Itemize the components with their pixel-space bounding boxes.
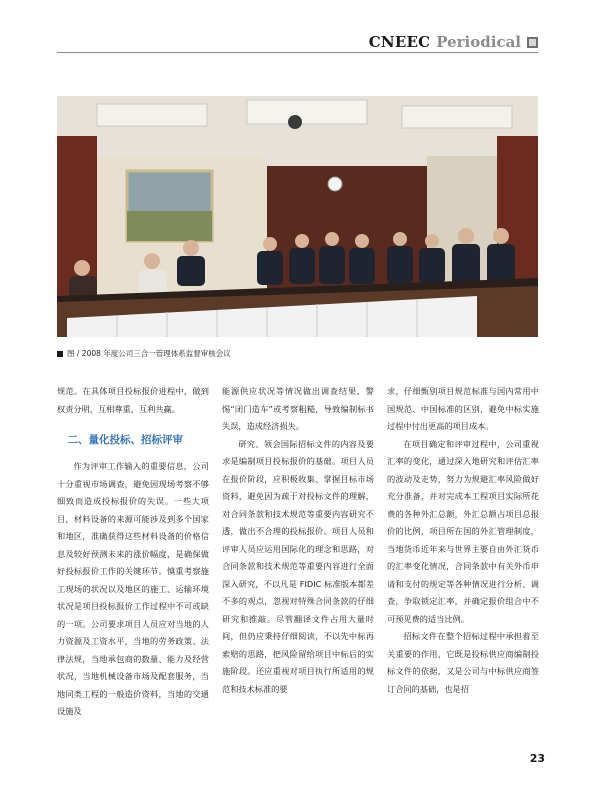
caption-square-icon [57,351,63,357]
text-column-3 [387,383,539,698]
text-column-2 [222,383,374,698]
paragraph: 能源供应状况等情况做出调查结果，警惕“闭门造车”或考察粗糙，导致编制标书失误，造成经济损失。 [222,386,374,431]
photo-caption [57,348,231,359]
paragraph: 作为评审工作输入的重要信息，公司十分重视市场调查，避免因现场考察不够细致而造成投标报价的失误。一些大项目，材料设备的来源可能涉及到多个国家和地区，准确获得这些材料设备的价格信息及较好预测未来的涨价幅度，是确保做好投标报价工作的关键环节。慎重考察施工现场的状况以及地区的施工、运输环境状况是项目投标报价工作过程中不可或缺的一项。公司要求项目人员应对当地的人力资源及工资水平，当地的劳务政策、法律法规，当地承包商的数量、能力及经营状况，当地机械设备市场及配套服务，当地同类工程的一般造价资料，当地的交通设施及 [57,461,209,716]
section-heading: 二、量化投标、招标评审 [67,434,183,446]
brand-periodical-label: Periodical [436,33,521,51]
paragraph: 研究、领会国际招标文件的内容及要求是编制项目投标报价的基础。项目人员在报价阶段，应积极收集、掌握目标市场资料，避免因为疏于对投标文件的理解，对合同条款和技术规范等重要内容研究不透，做出不合理的投标报价。项目人员和评审人员应运用国际化的理念和思路，对合同条款和技术规范等重要内容进行全面深入研究，不以凡是 FIDIC 标准版本都差不多的观点，忽视对特殊合同条款的仔细研究和推敲。尽管翻译文件占用大量时间，但仍应秉持仔细阅读，不以先中标再索赔的思路，把风险留给项目中标后的实施阶段。还应重视对项目执行所适用的规范和技术标准的要 [222,438,374,694]
text-column-1 [57,383,209,721]
page-number: 23 [529,752,545,765]
paragraph: 在项目确定和评审过程中，公司重视汇率的变化，通过深入地研究和评估汇率的波动及走势，努力为规避汇率风险做好充分准备，并对完成本工程项目实际所花费的各种外汇总额，外汇总额占项目总报价的比例，项目所在国的外汇管理制度，当地货币近年来与世界主要自由外汇货币的汇率变化情况，合同条款中有关外币申请和支付的规定等各种情况进行分析、调查，争取锁定汇率，并确定报价组合中不可预见费的适当比例。 [387,438,539,624]
brand-square-icon [527,37,538,48]
brand-name: CNEEC [368,33,431,51]
header-rule [57,52,538,53]
paragraph: 规范。在具体项目投标报价进程中，做到权责分明，互相尊重，互利共赢。 [57,386,209,414]
meeting-photo [57,96,538,337]
caption-text: 图 / 2008 年度公司三合一管理体系监督审核会议 [67,349,231,358]
paragraph: 招标文件在整个招标过程中承担着至关重要的作用，它既是投标供应商编制投标文件的依据，又是公司与中标供应商签订合同的基础，也是招 [387,631,539,694]
paragraph: 求，仔细甄别项目规范标准与国内常用中国规范、中国标准的区别，避免中标实施过程中付出更高的项目成本。 [387,386,539,431]
periodical-brand [369,32,538,52]
